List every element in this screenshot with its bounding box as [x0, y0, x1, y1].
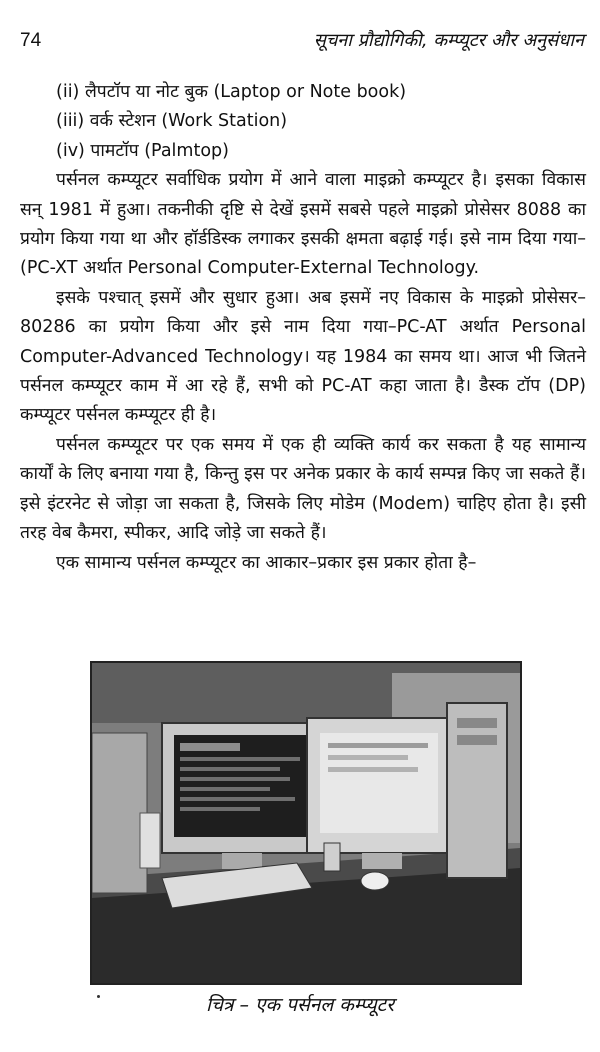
body-text: [20, 78, 586, 578]
page-number: 74: [20, 30, 42, 51]
paragraph: पर्सनल कम्प्यूटर पर एक समय में एक ही व्यक्ति कार्य कर सकता है यह सामान्य कार्यों के लिए बनाया गया है, किन्तु इस पर अनेक प्रकार के कार्य सम्पन्न किए जा सकते हैं। इसे इंटरनेट से जोड़ा जा सकता है, जिसके लिए मोडेम (Modem) चाहिए होता है। इसी तरह वेब कैमरा, स्पीकर, आदि जोड़े जा सकते हैं।: [20, 434, 586, 544]
list-item: (ii) लैपटॉप या नोट बुक (Laptop or Note book): [56, 82, 407, 102]
paragraph: एक सामान्य पर्सनल कम्प्यूटर का आकार–प्रकार इस प्रकार होता है–: [56, 552, 477, 573]
figure-caption: चित्र – एक पर्सनल कम्प्यूटर: [205, 994, 395, 1016]
paragraph: पर्सनल कम्प्यूटर सर्वाधिक प्रयोग में आने वाला माइक्रो कम्प्यूटर है। इसका विकास सन् 1981 में हुआ। तकनीकी दृष्टि से देखें इसमें सबसे पहले माइक्रो प्रोसेसर 8088 का प्रयोग किया गया था और हॉर्डडिस्क लगाकर इसकी क्षमता बढ़ाई गई। इसे नाम दिया गया–(PC-XT अर्थात Personal Computer-External Technology.: [20, 170, 586, 279]
running-head: सूचना प्रौद्योगिकी, कम्प्यूटर और अनुसंधान: [313, 30, 584, 51]
list-item: (iii) वर्क स्टेशन (Work Station): [56, 111, 288, 132]
list-item: (iv) पामटॉप (Palmtop): [56, 140, 229, 161]
paragraph: इसके पश्चात् इसमें और सुधार हुआ। अब इसमें नए विकास के माइक्रो प्रोसेसर–80286 का प्रयोग किया और इसे नाम दिया गया–PC-AT अर्थात Personal Computer-Advanced Technology। यह 1984 का समय था। आज भी जितने पर्सनल कम्प्यूटर काम में आ रहे हैं, सभी को PC-AT कहा जाता है। डैस्क टॉप (DP) कम्प्यूटर पर्सनल कम्प्यूटर ही है।: [20, 287, 586, 426]
personal-computer-illustration: [92, 663, 520, 983]
figure-photo: [90, 661, 522, 985]
page-header: [20, 28, 584, 58]
